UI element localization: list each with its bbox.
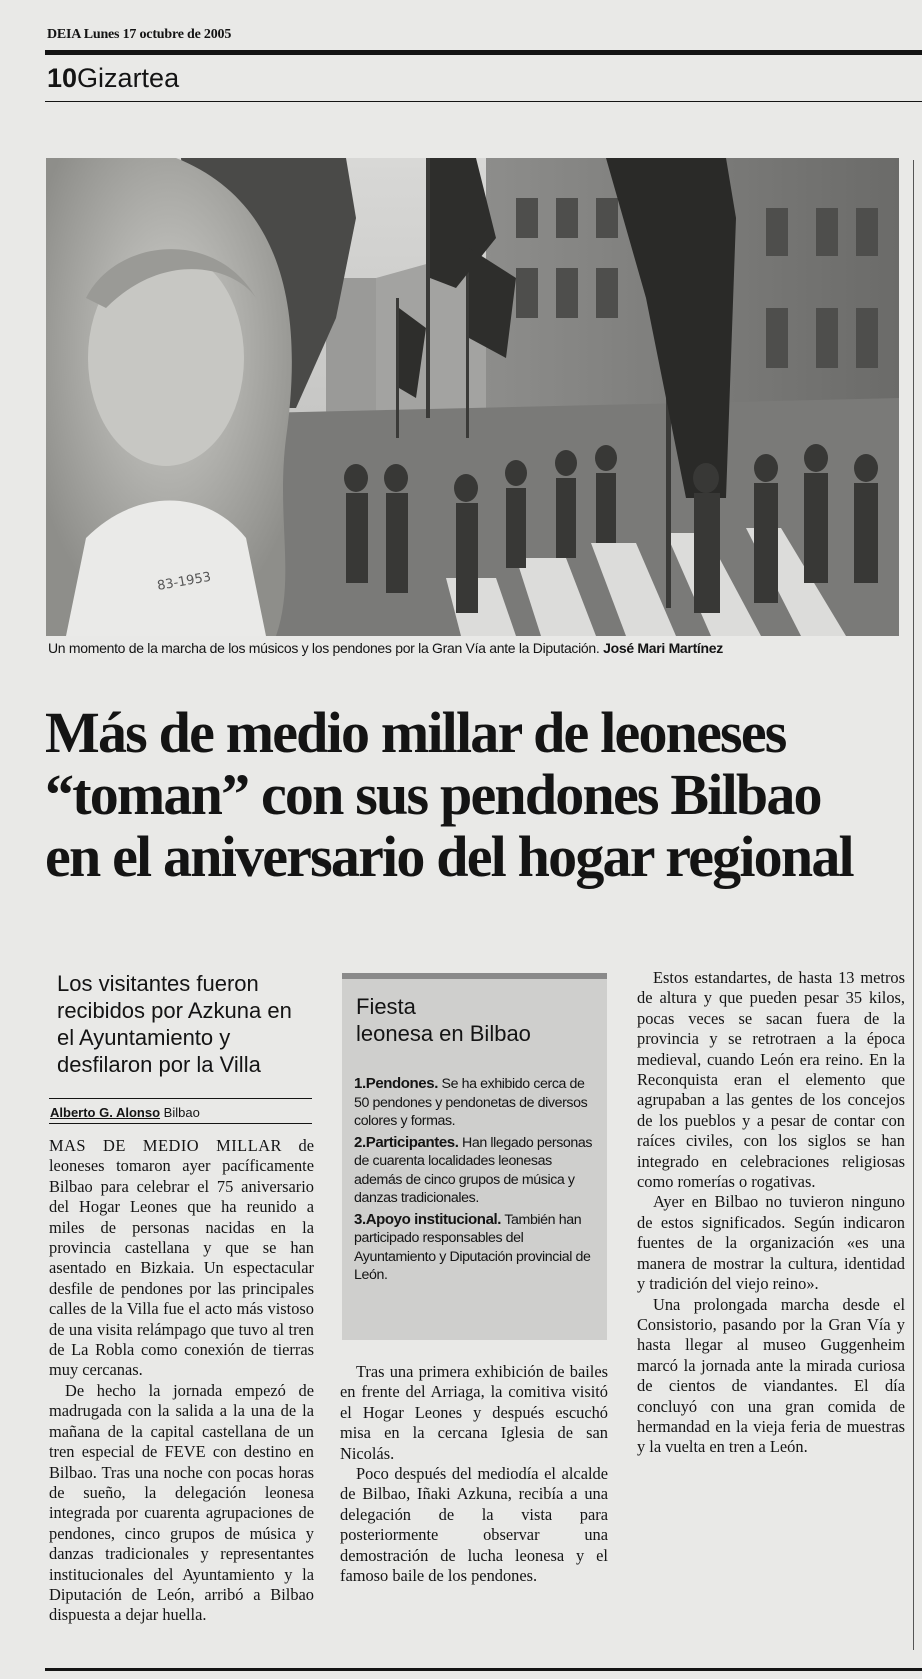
- photo-caption: [48, 640, 723, 656]
- headline-line-1: Más de medio millar de leoneses: [45, 700, 786, 765]
- headline: [45, 702, 905, 888]
- info-box-title-line-2: leonesa en Bilbao: [356, 1021, 531, 1046]
- info-item-text: Han llegado personas de cuarenta localidades leonesas además de cinco grupos de música y danzas tradicionales.: [354, 1134, 593, 1206]
- subheadline: Los visitantes fueron recibidos por Azkuna en el Ayuntamiento y desfilaron por la Villa: [57, 971, 292, 1077]
- byline-rule-top: [49, 1098, 312, 1099]
- lead-caps: MAS DE MEDIO MILLAR: [49, 1136, 282, 1155]
- section-header: [47, 63, 179, 94]
- author-name: Alberto G. Alonso: [50, 1105, 161, 1120]
- byline: [50, 1105, 200, 1120]
- paragraph-5: Estos estandartes, de hasta 13 metros de altura y que pueden pesar 35 kilos, pocas veces se sacan fuera de la provincia y se retrotraen a la época medieval, cuando León era reino. En la Reconquista eran el elemento que agrupaban a las gentes de los concejos de los pueblos y a pesar de contar con raíces civiles, con los siglos se han integrado en celebraciones religiosas como romerías o rogativas.: [637, 968, 905, 1192]
- info-item-label: 3.Apoyo institucional.: [354, 1210, 502, 1228]
- info-box-title-line-1: Fiesta: [356, 994, 416, 1019]
- page-number: 10: [47, 63, 78, 93]
- paragraph-lead: [49, 1136, 314, 1381]
- info-item-label: 2.Participantes.: [354, 1133, 459, 1151]
- paragraph-6: Ayer en Bilbao no tuvieron ninguno de estos significados. Según indicaron fuentes de la organización «es una manera de mostrar la cultura, identidad y tradición del viejo reino».: [637, 1192, 905, 1294]
- top-rule: [45, 50, 922, 55]
- article-column-3: [637, 968, 905, 1458]
- photo-illustration: [46, 158, 899, 636]
- info-item: [354, 1134, 594, 1208]
- paragraph-1-text: de leoneses tomaron ayer pacíficamente Bilbao para celebrar el 75 aniversario del Hogar Leones que ha reunido a miles de personas nacidas en la provincia castellana y que se han asentado en Bizkaia. Un espectacular desfile de pendones por las principales calles de la Villa fue el acto más vistoso de una visita relámpago que tuvo al tren de La Robla como conexión de tierras muy cercanas.: [49, 1136, 314, 1380]
- paragraph-4: Poco después del mediodía el alcalde de Bilbao, Iñaki Azkuna, recibía a una delegación de la vista para posteriormente observar una demostración de lucha leonesa y el famoso baile de los pendones.: [340, 1464, 608, 1586]
- photo-credit: José Mari Martínez: [603, 640, 723, 656]
- info-box-list: [354, 1075, 594, 1288]
- info-item-text: Se ha exhibido cerca de 50 pendones y pendonetas de diversos colores y formas.: [354, 1076, 588, 1129]
- paragraph-7: Una prolongada marcha desde el Consistorio, pasando por la Gran Vía y hasta llegar al museo Guggenheim marcó la jornada ante la mirada curiosa de cientos de viandantes. El día concluyó con una gran comida de hermandad en la vieja feria de muestras y la vuelta en tren a León.: [637, 1294, 905, 1457]
- shirt-print: 83-1953: [156, 569, 213, 594]
- paragraph-2: De hecho la jornada empezó de madrugada con la salida a la una de la mañana de la capital castellana de un tren especial de FEVE con destino en Bilbao. Tras una noche con pocas horas de sueño, la delegación leonesa integrada por cuarenta agrupaciones de pendones, cinco grupos de música y danzas tradicionales y representantes institucionales del Ayuntamiento y la Diputación de León, arribó a Bilbao dispuesta a dejar huella.: [49, 1380, 314, 1625]
- info-box-title: [356, 993, 596, 1047]
- headline-line-3: en el aniversario del hogar regional: [45, 824, 853, 889]
- byline-place: Bilbao: [163, 1105, 200, 1120]
- info-box-bar: [342, 973, 607, 979]
- news-photo: [46, 158, 899, 636]
- byline-rule-bottom: [49, 1123, 312, 1124]
- headline-line-2: “toman” con sus pendones Bilbao: [45, 762, 821, 827]
- paragraph-3: Tras una primera exhibición de bailes en frente del Arriaga, la comitiva visitó el Hogar Leones y después escuchó misa en la cercana Iglesia de san Nicolás.: [340, 1362, 608, 1463]
- section-name: Gizartea: [77, 63, 180, 93]
- section-rule: [45, 101, 922, 102]
- caption-text: Un momento de la marcha de los músicos y los pendones por la Gran Vía ante la Diputación.: [48, 640, 600, 656]
- article-column-2: [340, 1362, 608, 1586]
- info-item-label: 1.Pendones.: [354, 1075, 438, 1092]
- article-column-1: [49, 1136, 314, 1626]
- column-rule: [913, 160, 914, 1650]
- info-item: [354, 1211, 594, 1285]
- bottom-rule: [45, 1668, 922, 1671]
- info-item-text: También han participado responsables del Ayuntamiento y Diputación provincial de León.: [354, 1211, 591, 1283]
- info-item: [354, 1075, 594, 1131]
- masthead: DEIA Lunes 17 octubre de 2005: [47, 27, 232, 42]
